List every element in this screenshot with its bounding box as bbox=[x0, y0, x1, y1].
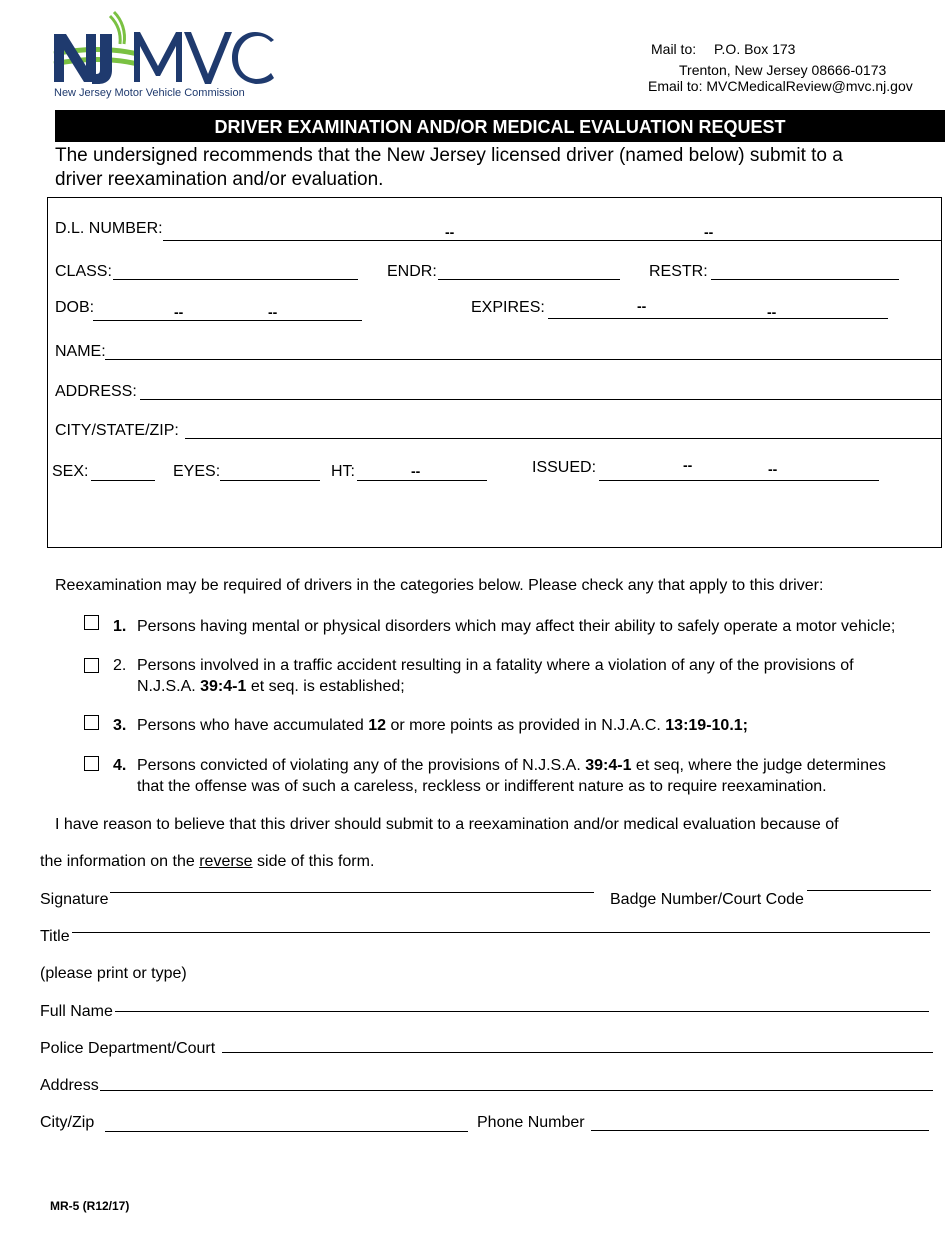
dob-dash-2: -- bbox=[268, 304, 278, 320]
mail-city: Trenton, New Jersey 08666-0173 bbox=[679, 62, 887, 78]
expires-dash-2: -- bbox=[767, 304, 777, 320]
logo-subtitle: New Jersey Motor Vehicle Commission bbox=[54, 87, 245, 99]
mail-email: Email to: MVCMedicalReview@mvc.nj.gov bbox=[648, 78, 913, 94]
endr-label: ENDR: bbox=[387, 263, 437, 280]
ht-label: HT: bbox=[331, 463, 355, 480]
category-4-number: 4. bbox=[113, 757, 127, 774]
dob-label: DOB: bbox=[55, 299, 95, 316]
city-zip-field[interactable] bbox=[105, 1131, 468, 1132]
city-state-zip-label: CITY/STATE/ZIP: bbox=[55, 422, 179, 439]
address-label: ADDRESS: bbox=[55, 383, 137, 400]
phone-label: Phone Number bbox=[477, 1114, 585, 1131]
title-field[interactable] bbox=[72, 932, 930, 933]
eyes-field[interactable] bbox=[220, 480, 320, 481]
dl-number-label: D.L. NUMBER: bbox=[55, 220, 163, 237]
name-field[interactable] bbox=[105, 359, 942, 360]
category-3-text: Persons who have accumulated 12 or more points as provided in N.J.A.C. 13:19-10.1; bbox=[137, 717, 748, 734]
restr-field[interactable] bbox=[711, 279, 899, 280]
city-state-zip-field[interactable] bbox=[185, 438, 942, 439]
category-2-number: 2. bbox=[113, 657, 127, 674]
expires-dash-1: -- bbox=[637, 298, 647, 314]
category-4-line-a: Persons convicted of violating any of the provisions of N.J.S.A. 39:4-1 et seq, where the judge determines bbox=[137, 757, 886, 774]
print-note: (please print or type) bbox=[40, 965, 187, 982]
category-3-number: 3. bbox=[113, 717, 127, 734]
police-dept-label: Police Department/Court bbox=[40, 1040, 216, 1057]
signer-address-label: Address bbox=[40, 1077, 99, 1094]
po-box: P.O. Box 173 bbox=[714, 41, 796, 57]
eyes-label: EYES: bbox=[173, 463, 221, 480]
category-1-text: Persons having mental or physical disorders which may affect their ability to safely operate a motor vehicle; bbox=[137, 618, 896, 635]
category-2-text bbox=[137, 655, 854, 697]
mail-label: Mail to: bbox=[651, 41, 697, 57]
issued-field[interactable] bbox=[599, 480, 879, 481]
title-text: DRIVER EXAMINATION AND/OR MEDICAL EVALUATION REQUEST bbox=[214, 117, 786, 137]
endr-field[interactable] bbox=[438, 279, 620, 280]
category-1-number: 1. bbox=[113, 618, 127, 635]
dl-number-field[interactable] bbox=[163, 240, 942, 241]
ht-field[interactable] bbox=[357, 480, 487, 481]
reason-line-1: I have reason to believe that this driver should submit to a reexamination and/or medical evaluation because of bbox=[55, 816, 839, 833]
expires-label: EXPIRES: bbox=[471, 299, 545, 316]
city-zip-label: City/Zip bbox=[40, 1114, 95, 1131]
ht-dash: -- bbox=[411, 463, 421, 479]
class-field[interactable] bbox=[113, 279, 358, 280]
expires-field[interactable] bbox=[548, 318, 888, 319]
dob-field[interactable] bbox=[93, 320, 362, 321]
reexam-intro: Reexamination may be required of drivers in the categories below. Please check any that apply to this driver: bbox=[55, 577, 824, 594]
address-field[interactable] bbox=[140, 399, 942, 400]
phone-field[interactable] bbox=[591, 1130, 929, 1131]
name-label: NAME: bbox=[55, 343, 106, 360]
dl-dash-2: -- bbox=[704, 224, 714, 240]
intro-line-1: The undersigned recommends that the New Jersey licensed driver (named below) submit to a bbox=[55, 145, 843, 166]
driver-info-box bbox=[47, 197, 942, 548]
category-4-text bbox=[137, 755, 886, 797]
njmvc-logo bbox=[52, 8, 282, 103]
class-label: CLASS: bbox=[55, 263, 112, 280]
form-code: MR-5 (R12/17) bbox=[50, 1199, 130, 1213]
issued-dash-2: -- bbox=[768, 461, 778, 477]
restr-label: RESTR: bbox=[649, 263, 708, 280]
category-3-checkbox[interactable] bbox=[84, 715, 99, 730]
full-name-label: Full Name bbox=[40, 1003, 113, 1020]
title-bar bbox=[55, 110, 945, 142]
category-4-checkbox[interactable] bbox=[84, 756, 99, 771]
signature-label: Signature bbox=[40, 891, 109, 908]
issued-dash-1: -- bbox=[683, 457, 693, 473]
title-label: Title bbox=[40, 928, 70, 945]
intro-line-2: driver reexamination and/or evaluation. bbox=[55, 169, 384, 190]
category-2-line-b: N.J.S.A. 39:4-1 et seq. is established; bbox=[137, 678, 405, 695]
category-2-checkbox[interactable] bbox=[84, 658, 99, 673]
signer-address-field[interactable] bbox=[100, 1090, 933, 1091]
logo-mark bbox=[52, 8, 282, 86]
sex-label: SEX: bbox=[52, 463, 89, 480]
category-1-checkbox[interactable] bbox=[84, 615, 99, 630]
issued-label: ISSUED: bbox=[532, 459, 597, 476]
signature-field[interactable] bbox=[110, 892, 594, 893]
reverse-link: reverse bbox=[199, 853, 253, 870]
badge-label: Badge Number/Court Code bbox=[610, 891, 804, 908]
badge-field[interactable] bbox=[807, 890, 931, 891]
full-name-field[interactable] bbox=[115, 1011, 929, 1012]
police-dept-field[interactable] bbox=[222, 1052, 933, 1053]
dl-dash-1: -- bbox=[445, 224, 455, 240]
dob-dash-1: -- bbox=[174, 304, 184, 320]
category-2-line-a: Persons involved in a traffic accident resulting in a fatality where a violation of any of the provisions of bbox=[137, 657, 854, 674]
sex-field[interactable] bbox=[91, 480, 155, 481]
category-4-line-b: that the offense was of such a careless, reckless or indifferent nature as to require reexamination. bbox=[137, 778, 827, 795]
reason-line-2: the information on the reverse side of this form. bbox=[40, 853, 375, 870]
